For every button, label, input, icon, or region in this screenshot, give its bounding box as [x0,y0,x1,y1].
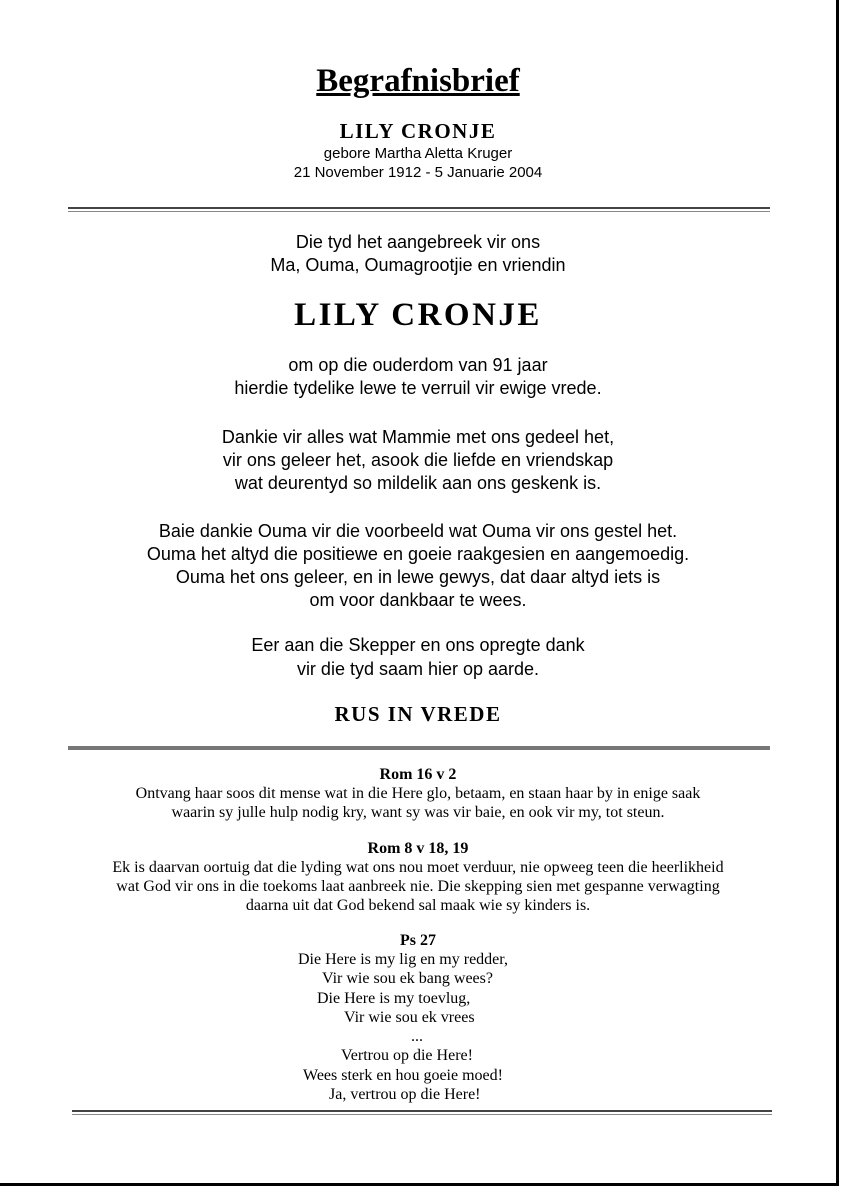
age-line-2: hierdie tydelike lewe te verruil vir ewige vrede. [234,378,602,398]
psalm-line: ... [411,1028,423,1045]
divider-bottom [72,1110,772,1115]
thanks-ouma-line-2: Ouma het altyd die positiewe en goeie raakgesien en aangemoedig. [146,544,690,564]
psalm-line: Vir wie sou ek bang wees? [322,970,493,987]
thanks-ouma-line-3: Ouma het ons geleer, en in lewe gewys, dat daar altyd iets is [175,567,661,587]
life-dates: 21 November 1912 - 5 Januarie 2004 [293,164,543,181]
scripture-line: waarin sy julle hulp nodig kry, want sy was vir baie, en ook vir my, tot steun. [171,804,665,821]
page-title: Begrafnisbrief [316,63,520,99]
thanks-mammie-line-1: Dankie vir alles wat Mammie met ons gedeel het, [221,427,615,447]
thanks-ouma-line-4: om voor dankbaar te wees. [309,590,527,610]
scripture-line: Ontvang haar soos dit mense wat in die Here glo, betaam, en staan haar by in enige saak [135,785,701,802]
scripture-ref-ps27: Ps 27 [400,932,436,949]
scripture-ref-rom16: Rom 16 v 2 [379,766,457,783]
scripture-line: daarna uit dat God bekend sal maak wie sy kinders is. [245,897,591,914]
psalm-line: Ja, vertrou op die Here! [329,1086,481,1103]
psalm-line: Vir wie sou ek vrees [344,1009,475,1026]
honour-line-1: Eer aan die Skepper en ons opregte dank [251,635,585,655]
scripture-line: wat God vir ons in die toekoms laat aanbreek nie. Die skepping sien met gespanne verwagting [116,878,720,895]
intro-line-2: Ma, Ouma, Oumagrootjie en vriendin [270,255,566,275]
honour-line-2: vir die tyd saam hier op aarde. [296,659,540,679]
thanks-mammie-line-2: vir ons geleer het, asook die liefde en vriendskap [222,450,614,470]
age-line-1: om op die ouderdom van 91 jaar [288,355,548,375]
divider-top [68,207,770,212]
thanks-ouma-line-1: Baie dankie Ouma vir die voorbeeld wat Ouma vir ons gestel het. [158,521,678,541]
divider-middle [68,746,770,750]
rest-in-peace: RUS IN VREDE [334,702,502,726]
psalm-line: Vertrou op die Here! [341,1047,473,1064]
psalm-line: Die Here is my lig en my redder, [298,951,508,968]
intro-line-1: Die tyd het aangebreek vir ons [295,232,541,252]
scripture-ref-rom8: Rom 8 v 18, 19 [367,840,469,857]
psalm-line: Die Here is my toevlug, [317,990,471,1007]
maiden-name: gebore Martha Aletta Kruger [323,145,513,162]
scripture-line: Ek is daarvan oortuig dat die lyding wat ons nou moet verduur, nie opweeg teen die heerlikheid [112,859,724,876]
deceased-name: LILY CRONJE [294,297,542,333]
thanks-mammie-line-3: wat deurentyd so mildelik aan ons geskenk is. [234,473,602,493]
deceased-name-header: LILY CRONJE [339,119,497,143]
psalm-line: Wees sterk en hou goeie moed! [303,1067,503,1084]
